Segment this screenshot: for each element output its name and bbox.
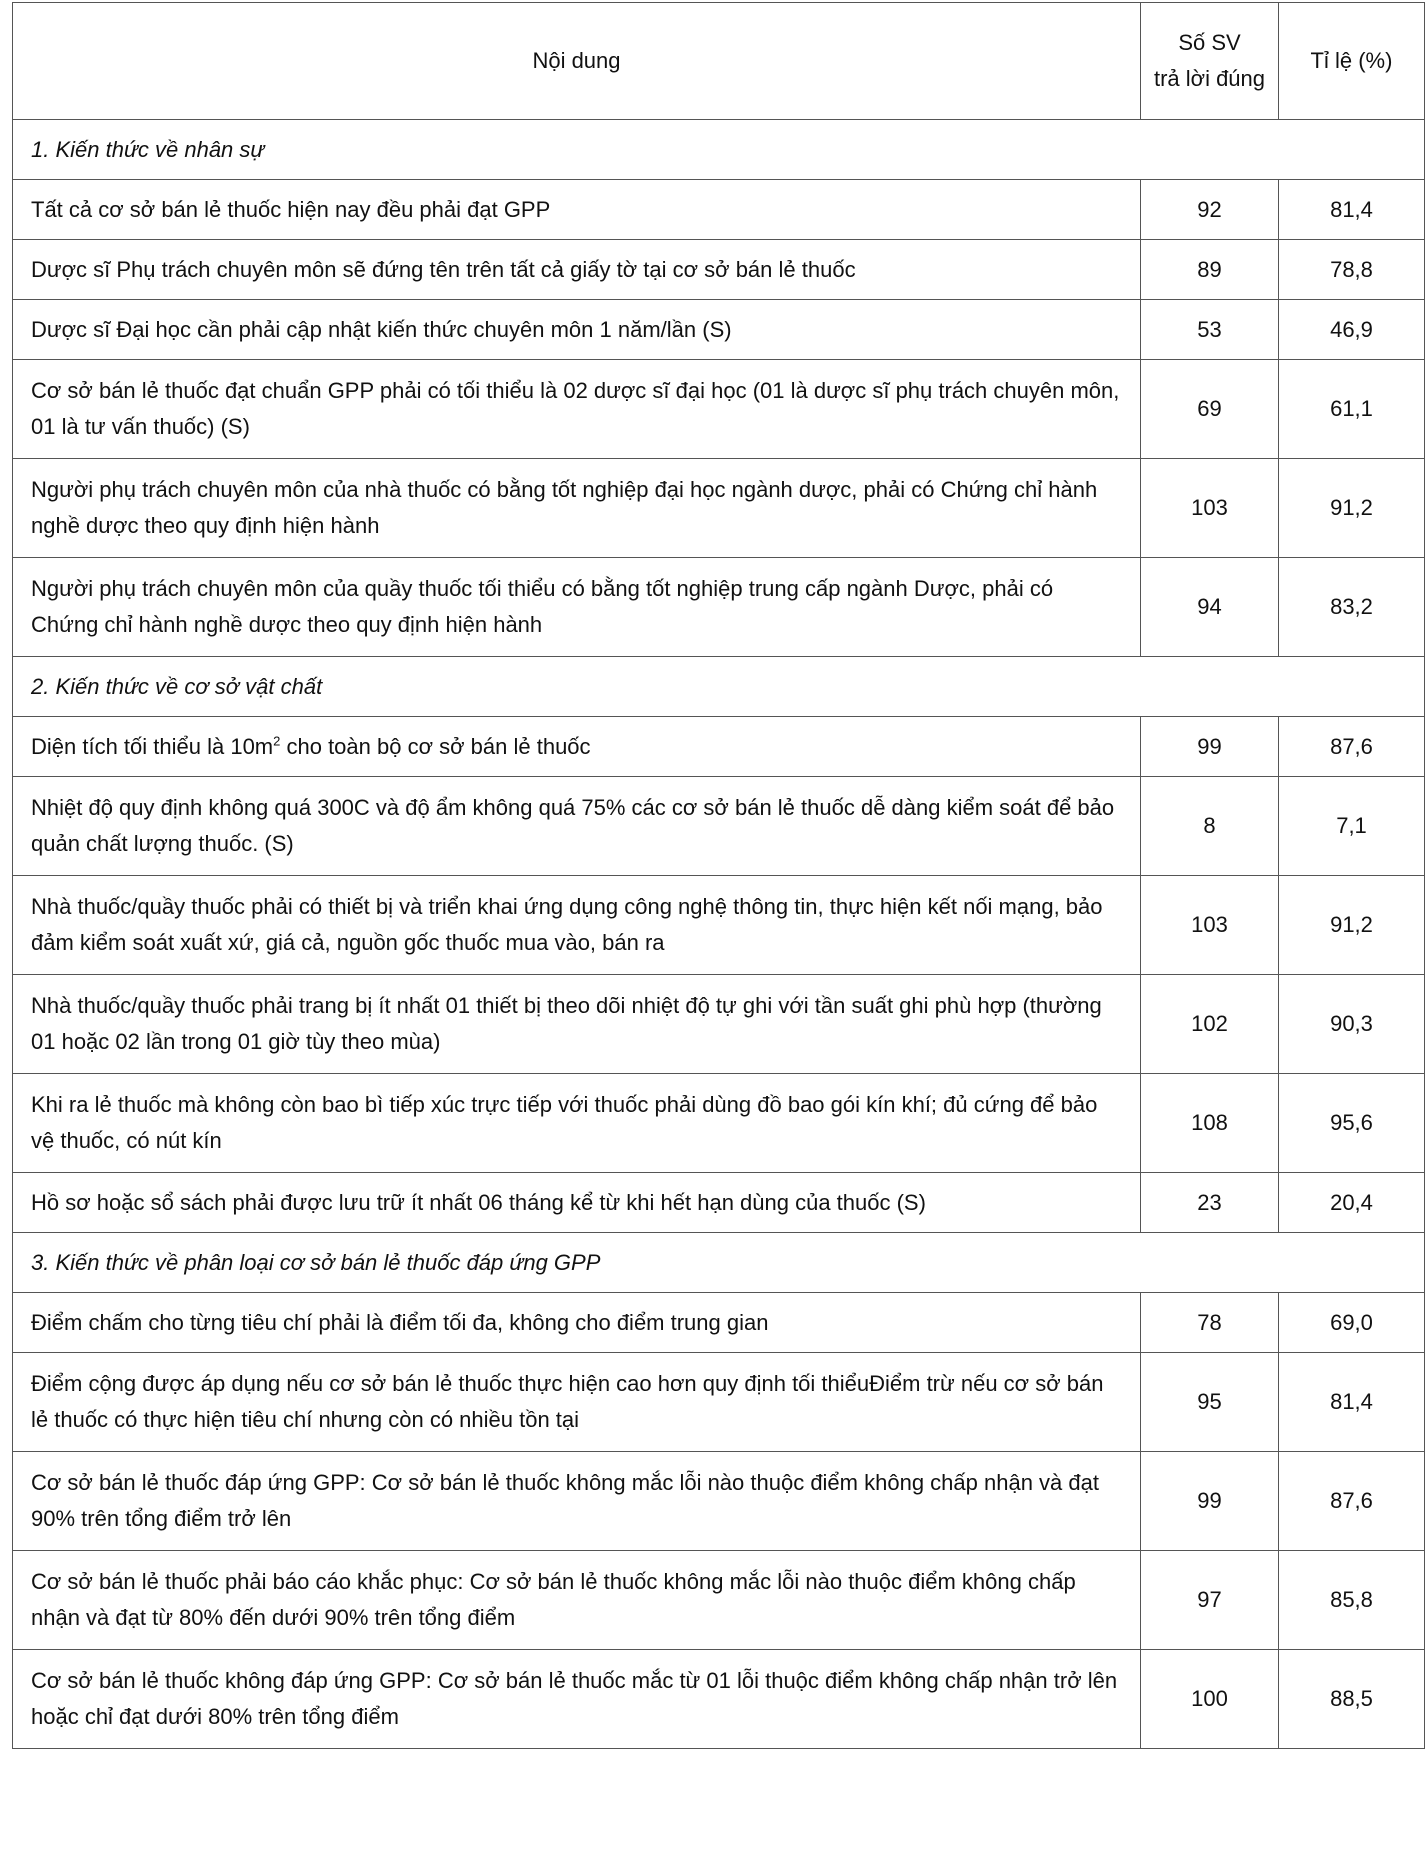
row-content: Nhà thuốc/quầy thuốc phải trang bị ít nhất 01 thiết bị theo dõi nhiệt độ tự ghi với tần suất ghi phù hợp (thường 01 hoặc 02 lần trong 01 giờ tùy theo mùa) <box>13 975 1141 1074</box>
table-row <box>13 1551 1425 1650</box>
table-row <box>13 1452 1425 1551</box>
table-row <box>13 360 1425 459</box>
superscript-2: 2 <box>273 733 281 749</box>
row-rate: 90,3 <box>1279 975 1425 1074</box>
row-content: Tất cả cơ sở bán lẻ thuốc hiện nay đều phải đạt GPP <box>13 180 1141 240</box>
row-count: 23 <box>1141 1173 1279 1233</box>
table-row <box>13 300 1425 360</box>
section-title: 3. Kiến thức về phân loại cơ sở bán lẻ thuốc đáp ứng GPP <box>13 1233 1425 1293</box>
row-content: Nhà thuốc/quầy thuốc phải có thiết bị và triển khai ứng dụng công nghệ thông tin, thực hiện kết nối mạng, bảo đảm kiểm soát xuất xứ, giá cả, nguồn gốc thuốc mua vào, bán ra <box>13 876 1141 975</box>
row-rate: 7,1 <box>1279 777 1425 876</box>
row-content: Khi ra lẻ thuốc mà không còn bao bì tiếp xúc trực tiếp với thuốc phải dùng đồ bao gói kín khí; đủ cứng để bảo vệ thuốc, có nút kín <box>13 1074 1141 1173</box>
row-rate: 61,1 <box>1279 360 1425 459</box>
header-count-line2: trả lời đúng <box>1153 66 1266 91</box>
header-content: Nội dung <box>13 3 1141 120</box>
section-row <box>13 120 1425 180</box>
row-count: 103 <box>1141 876 1279 975</box>
row-content: Dược sĩ Đại học cần phải cập nhật kiến thức chuyên môn 1 năm/lần (S) <box>13 300 1141 360</box>
row-content: Nhiệt độ quy định không quá 300C và độ ẩm không quá 75% các cơ sở bán lẻ thuốc dễ dàng kiểm soát để bảo quản chất lượng thuốc. (S) <box>13 777 1141 876</box>
row-count: 95 <box>1141 1353 1279 1452</box>
row-rate: 85,8 <box>1279 1551 1425 1650</box>
row-rate: 87,6 <box>1279 1452 1425 1551</box>
row-content-after: cho toàn bộ cơ sở bán lẻ thuốc <box>280 733 591 759</box>
row-count: 99 <box>1141 717 1279 777</box>
header-rate: Tỉ lệ (%) <box>1279 3 1425 120</box>
section-row <box>13 1233 1425 1293</box>
row-count: 92 <box>1141 180 1279 240</box>
table-row <box>13 1173 1425 1233</box>
table-row <box>13 180 1425 240</box>
row-rate: 88,5 <box>1279 1650 1425 1749</box>
row-content: Cơ sở bán lẻ thuốc không đáp ứng GPP: Cơ sở bán lẻ thuốc mắc từ 01 lỗi thuộc điểm không chấp nhận trở lên hoặc chỉ đạt dưới 80% trên tổng điểm <box>13 1650 1141 1749</box>
row-rate: 46,9 <box>1279 300 1425 360</box>
row-content: Dược sĩ Phụ trách chuyên môn sẽ đứng tên trên tất cả giấy tờ tại cơ sở bán lẻ thuốc <box>13 240 1141 300</box>
row-rate: 91,2 <box>1279 876 1425 975</box>
row-count: 94 <box>1141 558 1279 657</box>
table-row <box>13 777 1425 876</box>
row-count: 8 <box>1141 777 1279 876</box>
row-content-before: Diện tích tối thiểu là 10m <box>31 733 274 759</box>
row-rate: 81,4 <box>1279 180 1425 240</box>
row-rate: 91,2 <box>1279 459 1425 558</box>
row-rate: 95,6 <box>1279 1074 1425 1173</box>
table-row <box>13 1293 1425 1353</box>
section-title: 2. Kiến thức về cơ sở vật chất <box>13 657 1425 717</box>
row-count: 108 <box>1141 1074 1279 1173</box>
header-count <box>1141 3 1279 120</box>
row-count: 78 <box>1141 1293 1279 1353</box>
section-title: 1. Kiến thức về nhân sự <box>13 120 1425 180</box>
table-row <box>13 558 1425 657</box>
row-count: 97 <box>1141 1551 1279 1650</box>
header-row <box>13 3 1425 120</box>
table-row <box>13 1650 1425 1749</box>
table-row <box>13 975 1425 1074</box>
row-content: Cơ sở bán lẻ thuốc đạt chuẩn GPP phải có tối thiểu là 02 dược sĩ đại học (01 là dược sĩ phụ trách chuyên môn, 01 là tư vấn thuốc) (S) <box>13 360 1141 459</box>
table-row <box>13 876 1425 975</box>
row-content: Cơ sở bán lẻ thuốc đáp ứng GPP: Cơ sở bán lẻ thuốc không mắc lỗi nào thuộc điểm không chấp nhận và đạt 90% trên tổng điểm trở lên <box>13 1452 1141 1551</box>
table-row <box>13 459 1425 558</box>
section-row <box>13 657 1425 717</box>
table-row <box>13 717 1425 777</box>
table-row <box>13 1353 1425 1452</box>
table-header <box>13 3 1425 120</box>
row-count: 89 <box>1141 240 1279 300</box>
row-rate: 83,2 <box>1279 558 1425 657</box>
row-rate: 87,6 <box>1279 717 1425 777</box>
row-count: 103 <box>1141 459 1279 558</box>
survey-results-table <box>12 2 1425 1749</box>
row-content: Điểm chấm cho từng tiêu chí phải là điểm tối đa, không cho điểm trung gian <box>13 1293 1141 1353</box>
row-count: 102 <box>1141 975 1279 1074</box>
row-rate: 69,0 <box>1279 1293 1425 1353</box>
row-count: 69 <box>1141 360 1279 459</box>
row-rate: 78,8 <box>1279 240 1425 300</box>
row-count: 100 <box>1141 1650 1279 1749</box>
row-rate: 81,4 <box>1279 1353 1425 1452</box>
table-row <box>13 1074 1425 1173</box>
row-content <box>13 717 1141 777</box>
row-count: 53 <box>1141 300 1279 360</box>
header-count-line1: Số SV <box>1178 30 1241 55</box>
row-content: Hồ sơ hoặc sổ sách phải được lưu trữ ít nhất 06 tháng kể từ khi hết hạn dùng của thuốc (S) <box>13 1173 1141 1233</box>
row-content: Cơ sở bán lẻ thuốc phải báo cáo khắc phục: Cơ sở bán lẻ thuốc không mắc lỗi nào thuộc điểm không chấp nhận và đạt từ 80% đến dưới 90% trên tổng điểm <box>13 1551 1141 1650</box>
row-content: Điểm cộng được áp dụng nếu cơ sở bán lẻ thuốc thực hiện cao hơn quy định tối thiểuĐiểm trừ nếu cơ sở bán lẻ thuốc có thực hiện tiêu chí nhưng còn có nhiều tồn tại <box>13 1353 1141 1452</box>
table-row <box>13 240 1425 300</box>
table-body <box>13 120 1425 1749</box>
row-count: 99 <box>1141 1452 1279 1551</box>
row-rate: 20,4 <box>1279 1173 1425 1233</box>
row-content: Người phụ trách chuyên môn của quầy thuốc tối thiểu có bằng tốt nghiệp trung cấp ngành Dược, phải có Chứng chỉ hành nghề dược theo quy định hiện hành <box>13 558 1141 657</box>
row-content: Người phụ trách chuyên môn của nhà thuốc có bằng tốt nghiệp đại học ngành dược, phải có Chứng chỉ hành nghề dược theo quy định hiện hành <box>13 459 1141 558</box>
